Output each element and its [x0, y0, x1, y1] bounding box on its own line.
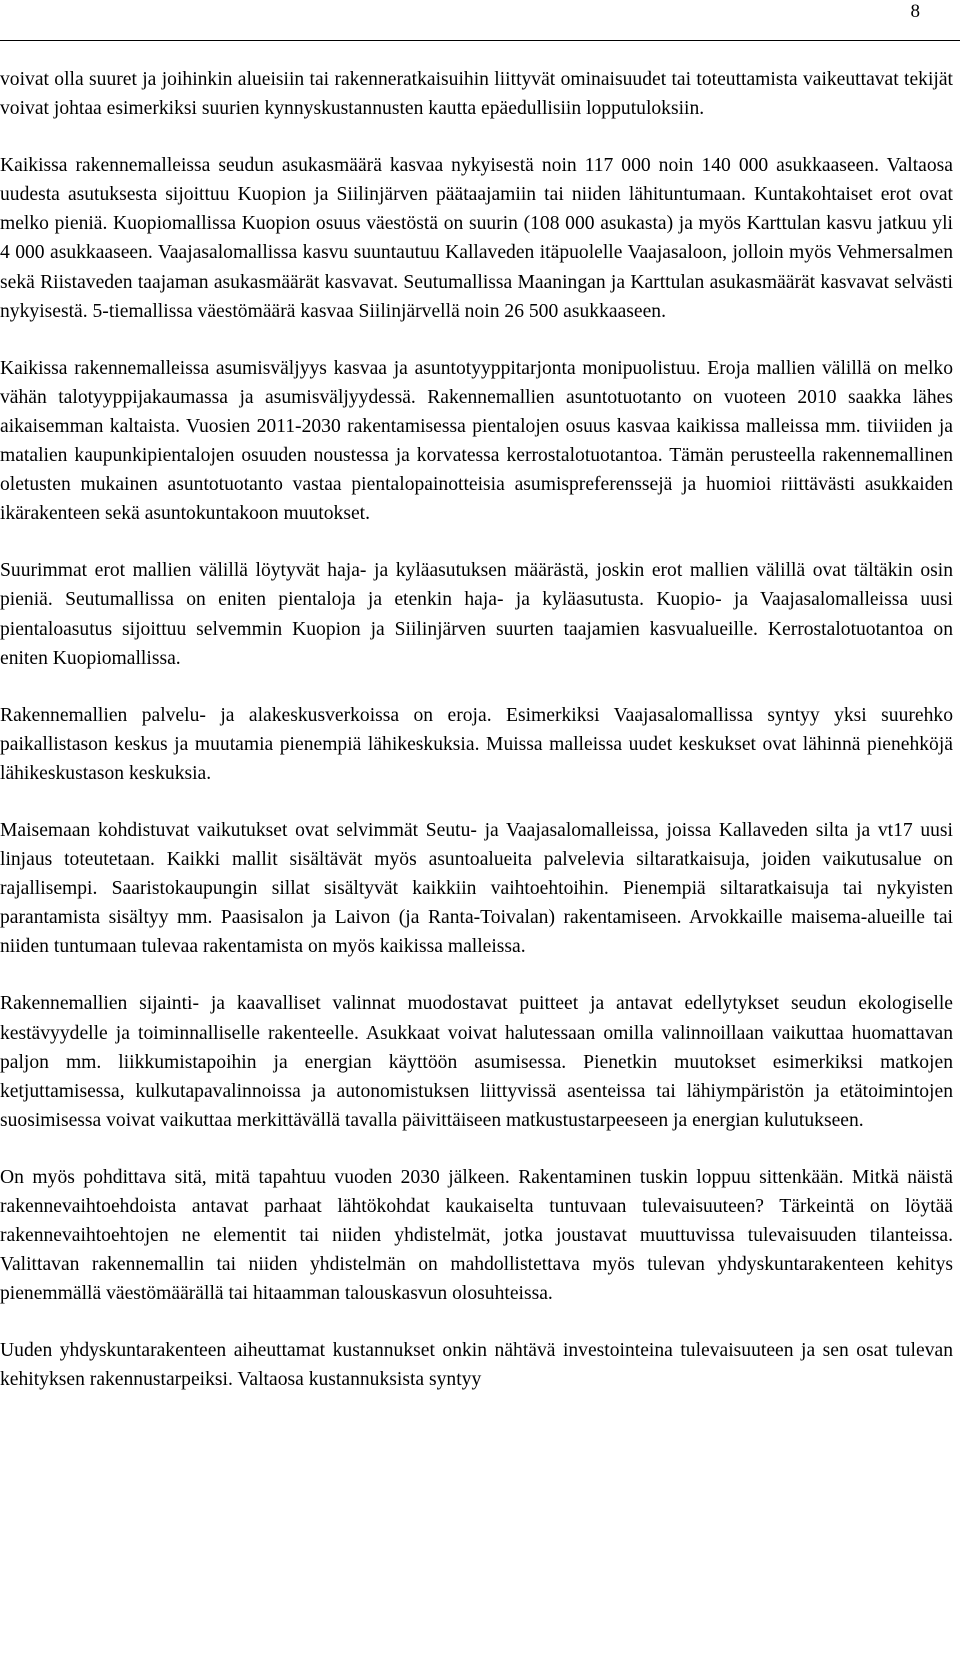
- paragraph-7: Rakennemallien sijainti- ja kaavalliset valinnat muodostavat puitteet ja antavat edellytykset seudun ekologiselle kestävyydelle ja toiminnalliselle rakenteelle. Asukkaat voivat halutessaan omilla valinnoillaan vaikuttaa huomattavan paljon mm. liikkumistapoihin ja energian käyttöön asumisessa. Pienetkin muutokset esimerkiksi matkojen ketjuttamisessa, kulkutapavalinnoissa ja autonomistuksen liittyvissä asenteissa tai lähiympäristön ja etätoimintojen suosimisessa voivat vaikuttaa merkittävällä tavalla päivittäiseen matkustustarpeeseen ja energian kulutukseen.: [0, 993, 953, 1131]
- paragraph-6: Maisemaan kohdistuvat vaikutukset ovat selvimmät Seutu- ja Vaajasalomalleissa, joissa Kallaveden silta ja vt17 uusi linjaus toteutetaan. Kaikki mallit sisältävät myös asuntoalueita palvelevia siltaratkaisuja, joiden vaikutusalue on rajallisempi. Saaristokaupungin sillat sisältyvät kaikkiin vaihtoehtoihin. Pienempiä siltaratkaisuja tai nykyisten parantamista sisältyy mm. Paasisalon ja Laivon (ja Ranta-Toivalan) rakentamiseen. Arvokkaille maisema-alueille tai niiden tuntumaan tulevaa rakentamista on myös kaikissa malleissa.: [0, 819, 953, 958]
- paragraph-3: Kaikissa rakennemalleissa asumisväljyys kasvaa ja asuntotyyppitarjonta monipuolistuu. Eroja mallien välillä on melko vähän talotyyppijakaumassa ja asumisväljyydessä. Rakennemallien asuntotuotanto on vuoteen 2010 saakka lähes aikaisemman kaltaista. Vuosien 2011-2030 rakentamisessa pientalojen osuus kasvaa kaikissa malleissa mm. tiiviiden ja matalien kaupunkipientalojen osuuden noustessa ja korvatessa kerrostalotuotantoa. Tämän perusteella rakennemallinen oletusten mukainen asuntotuotanto vastaa pientalopainotteisia asumispreferenssejä ja huomioi riittävästi asukkaiden ikärakenteen sekä asuntokuntakoon muutokset.: [0, 357, 953, 525]
- paragraph-8: On myös pohdittava sitä, mitä tapahtuu vuoden 2030 jälkeen. Rakentaminen tuskin loppuu sittenkään. Mitkä näistä rakennevaihtoehdoista antavat parhaat lähtökohdat kaukaiselta tuntuvaan tulevaisuuteen? Tärkeintä on löytää rakennevaihtoehtojen ne elementit tai niiden yhdistelmät, jotka joustavat muuttuvissa tulevaisuuden tilanteissa. Valittavan rakennemallin tai niiden yhdistelmän on mahdollistettava myös tulevan yhdyskuntarakenteen kehitys pienemmällä väestömäärällä tai hitaamman talouskasvun olosuhteissa.: [0, 1166, 953, 1305]
- paragraph-4: Suurimmat erot mallien välillä löytyvät haja- ja kyläasutuksen määrästä, joskin erot mallien välillä ovat tältäkin osin pieniä. Seutumallissa on eniten pientaloja ja etenkin haja- ja kyläasutusta. Kuopio- ja Vaajasalomalleissa uusi pientaloasutus sijoittuu selvemmin Kuopion ja Siilinjärven suurten taajamien kasvualueille. Kerrostalotuotantoa on eniten Kuopiomallissa.: [0, 560, 953, 669]
- page-number: 8: [910, 1, 920, 22]
- header-rule: [0, 40, 960, 41]
- paragraph-1: voivat olla suuret ja joihinkin alueisiin tai rakenneratkaisuihin liittyvät ominaisuudet tai toteuttamista vaikeuttavat tekijät voivat johtaa esimerkiksi suurien kynnyskustannusten kautta epäedullisiin lopputuloksiin.: [0, 69, 953, 120]
- paragraph-9: Uuden yhdyskuntarakenteen aiheuttamat kustannukset onkin nähtävä investointeina tulevaisuuteen ja sen osat tulevan kehityksen rakennustarpeiksi. Valtaosa kustannuksista syntyy: [0, 1340, 953, 1391]
- document-body: [0, 65, 953, 1423]
- paragraph-5: Rakennemallien palvelu- ja alakeskusverkoissa on eroja. Esimerkiksi Vaajasalomallissa syntyy yksi suurehko paikallistason keskus ja muutamia pienempiä lähikeskuksia. Muissa malleissa uudet keskukset ovat lähinnä pienehköjä lähikeskustason keskuksia.: [0, 704, 953, 784]
- paragraph-2: Kaikissa rakennemalleissa seudun asukasmäärä kasvaa nykyisestä noin 117 000 noin 140 000 asukkaaseen. Valtaosa uudesta asutuksesta sijoittuu Kuopion ja Siilinjärven päätaajamiin tai niiden lähituntumaan. Kuntakohtaiset erot ovat melko pieniä. Kuopiomallissa Kuopion osuus väestöstä on suurin (108 000 asukasta) ja myös Karttulan kasvu jatkuu yli 4 000 asukkaaseen. Vaajasalomallissa kasvu suuntautuu Kallaveden itäpuolelle Vaajasaloon, jolloin myös Vehmersalmen sekä Riistaveden taajaman asukasmäärät kasvavat. Seutumallissa Maaningan ja Karttulan asukasmäärät kasvavat selvästi nykyisestä. 5-tiemallissa väestömäärä kasvaa Siilinjärvellä noin 26 500 asukkaaseen.: [0, 155, 953, 322]
